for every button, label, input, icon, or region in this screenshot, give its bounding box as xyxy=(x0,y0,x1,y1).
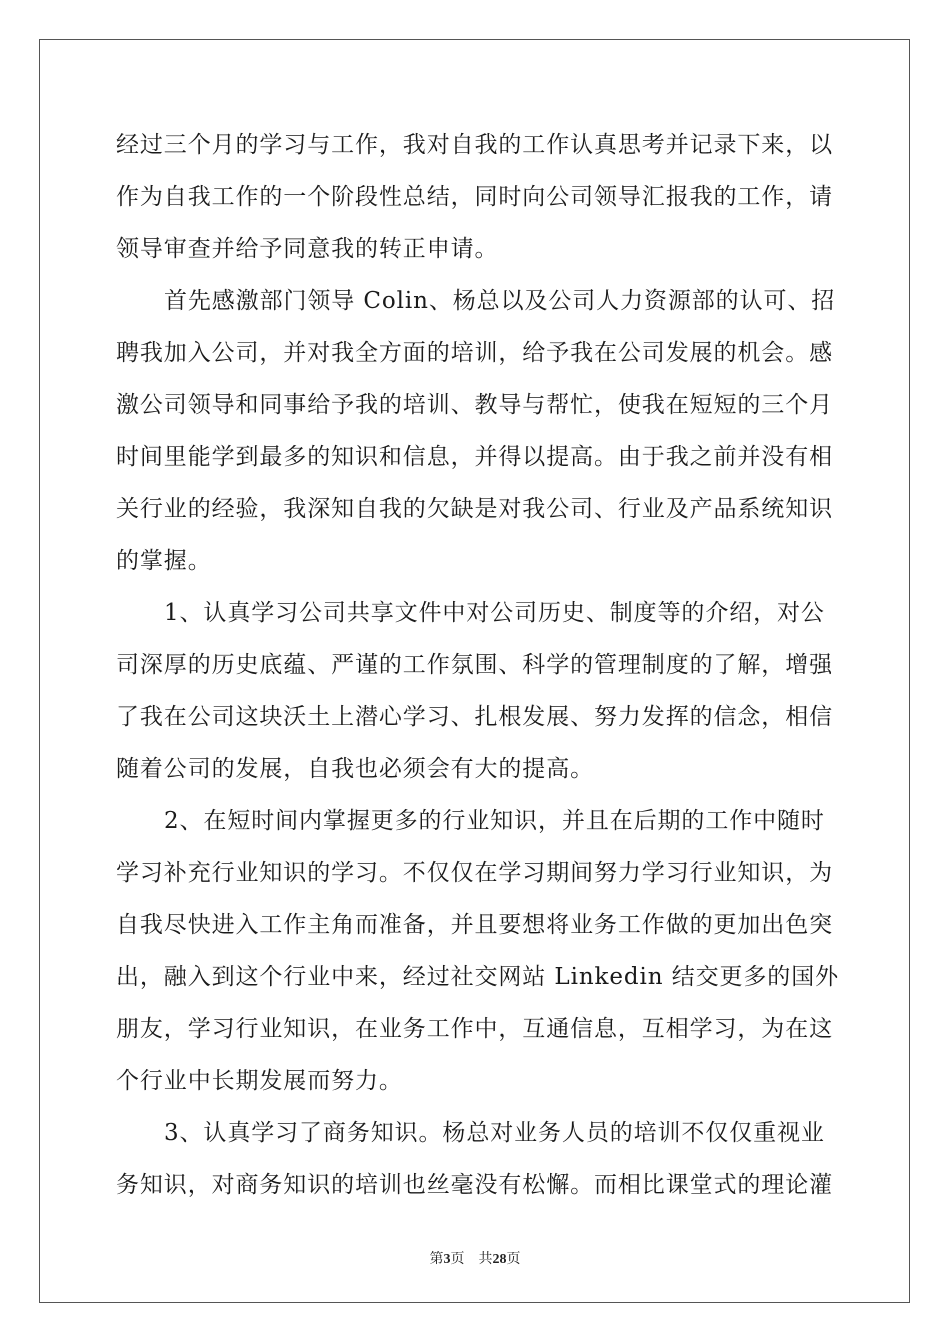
footer-total-suffix: 页 xyxy=(506,1252,521,1267)
footer-page-number: 3 xyxy=(443,1252,451,1267)
text-line: 1、认真学习公司共享文件中对公司历史、制度等的介绍，对公 xyxy=(164,600,825,626)
text-line: 作为自我工作的一个阶段性总结，同时向公司领导汇报我的工作，请 xyxy=(116,184,833,210)
text-line: 出，融入到这个行业中来，经过社交网站 Linkedin 结交更多的国外 xyxy=(116,964,840,990)
footer-page-suffix: 页 xyxy=(450,1252,465,1267)
text-line: 时间里能学到最多的知识和信息，并得以提高。由于我之前并没有相 xyxy=(116,444,833,470)
footer-total-pages: 28 xyxy=(492,1252,507,1267)
footer-total-prefix: 共 xyxy=(478,1252,493,1267)
text-line: 随着公司的发展，自我也必须会有大的提高。 xyxy=(116,756,594,782)
text-line: 关行业的经验，我深知自我的欠缺是对我公司、行业及产品系统知识 xyxy=(116,496,833,522)
document-body xyxy=(116,130,840,1222)
text-line: 朋友，学习行业知识，在业务工作中，互通信息，互相学习，为在这 xyxy=(116,1016,833,1042)
text-line: 激公司领导和同事给予我的培训、教导与帮忙，使我在短短的三个月 xyxy=(116,392,833,418)
text-line: 领导审查并给予同意我的转正申请。 xyxy=(116,236,499,262)
text-line: 了我在公司这块沃土上潜心学习、扎根发展、努力发挥的信念，相信 xyxy=(116,704,833,730)
text-line: 2、在短时间内掌握更多的行业知识，并且在后期的工作中随时 xyxy=(164,808,825,834)
text-line: 3、认真学习了商务知识。杨总对业务人员的培训不仅仅重视业 xyxy=(164,1120,825,1146)
text-line: 的掌握。 xyxy=(116,548,212,574)
text-line: 首先感激部门领导 Colin、杨总以及公司人力资源部的认可、招 xyxy=(164,288,836,314)
page-footer xyxy=(0,1248,950,1268)
text-line: 司深厚的历史底蕴、严谨的工作氛围、科学的管理制度的了解，增强 xyxy=(116,652,833,678)
text-line: 务知识，对商务知识的培训也丝毫没有松懈。而相比课堂式的理论灌 xyxy=(116,1172,833,1198)
text-line: 经过三个月的学习与工作，我对自我的工作认真思考并记录下来，以 xyxy=(116,132,833,158)
text-line: 自我尽快进入工作主角而准备，并且要想将业务工作做的更加出色突 xyxy=(116,912,833,938)
text-line: 学习补充行业知识的学习。不仅仅在学习期间努力学习行业知识，为 xyxy=(116,860,833,886)
text-line: 个行业中长期发展而努力。 xyxy=(116,1068,403,1094)
text-line: 聘我加入公司，并对我全方面的培训，给予我在公司发展的机会。感 xyxy=(116,340,833,366)
footer-page-prefix: 第 xyxy=(429,1252,444,1267)
